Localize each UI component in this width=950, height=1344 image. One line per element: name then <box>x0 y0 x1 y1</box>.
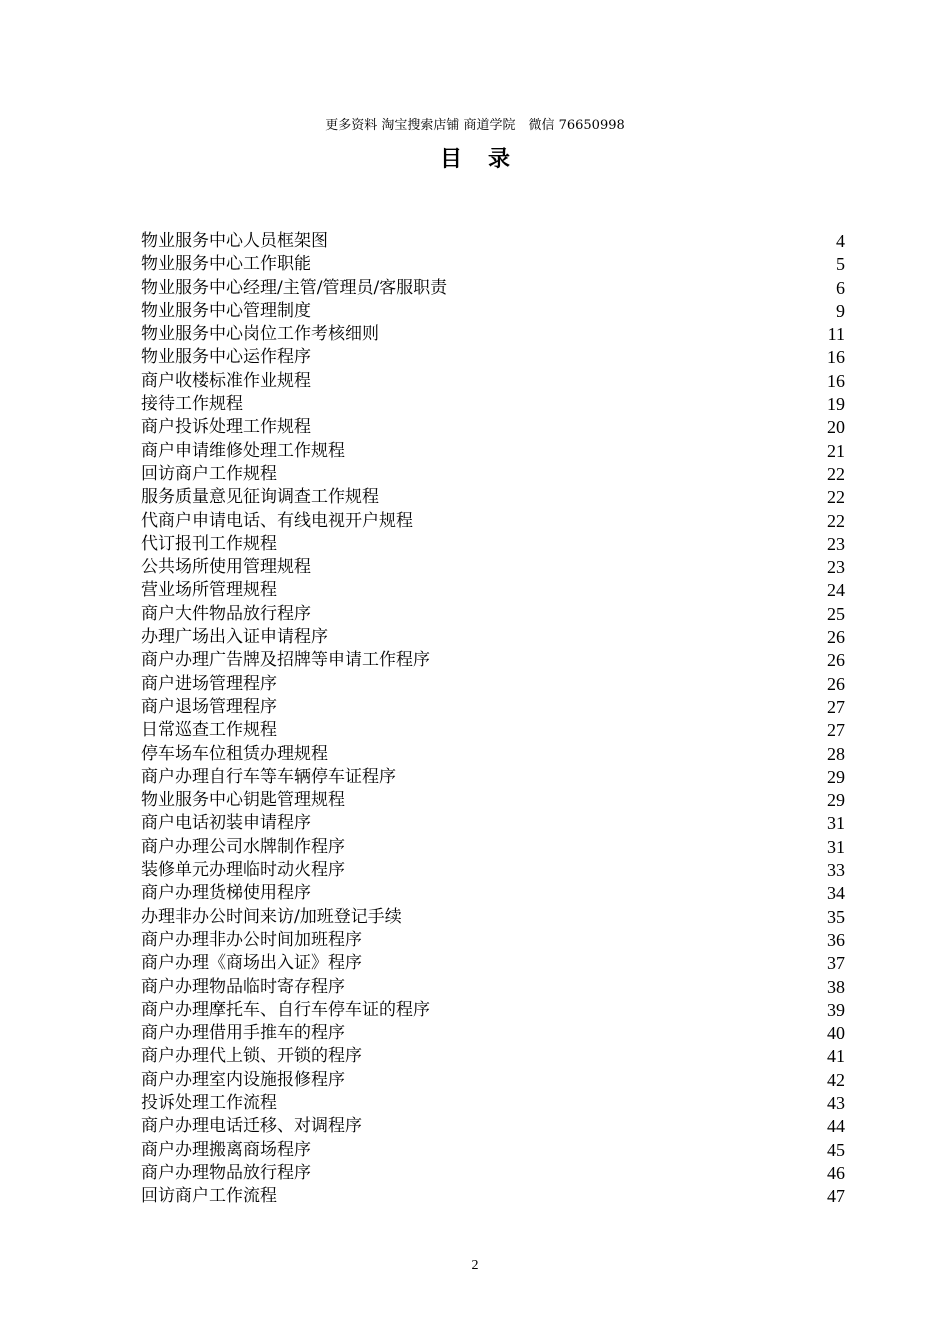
toc-entry[interactable] <box>141 859 845 882</box>
toc-entry-page: 46 <box>827 1162 845 1183</box>
toc-entry[interactable] <box>141 906 845 929</box>
toc-entry[interactable] <box>141 626 845 649</box>
toc-entry[interactable] <box>141 1022 845 1045</box>
toc-entry-title: 商户办理物品放行程序 <box>141 1162 311 1183</box>
toc-entry-title: 商户办理搬离商场程序 <box>141 1139 311 1160</box>
toc-entry-page: 38 <box>827 976 845 997</box>
toc-entry-title: 商户办理代上锁、开锁的程序 <box>141 1046 362 1067</box>
toc-entry-page: 28 <box>827 743 845 764</box>
toc-entry-page: 16 <box>827 370 845 391</box>
toc-entry[interactable] <box>141 533 845 556</box>
toc-entry-page: 41 <box>827 1046 845 1067</box>
toc-entry-title: 代订报刊工作规程 <box>141 533 277 554</box>
toc-entry-page: 20 <box>827 417 845 438</box>
toc-entry-title: 商户办理广告牌及招牌等申请工作程序 <box>141 650 430 671</box>
toc-entry[interactable] <box>141 719 845 742</box>
toc-entry[interactable] <box>141 696 845 719</box>
toc-entry[interactable] <box>141 370 845 393</box>
toc-entry-page: 22 <box>827 510 845 531</box>
toc-entry-title: 商户办理摩托车、自行车停车证的程序 <box>141 999 430 1020</box>
toc-entry-page: 31 <box>827 813 845 834</box>
toc-entry-title: 办理广场出入证申请程序 <box>141 627 328 648</box>
toc-entry-title: 回访商户工作流程 <box>141 1186 277 1207</box>
toc-entry-page: 39 <box>827 999 845 1020</box>
toc-entry-page: 31 <box>827 836 845 857</box>
toc-entry-page: 22 <box>827 463 845 484</box>
toc-entry-page: 4 <box>836 231 845 251</box>
toc-entry-page: 11 <box>827 324 845 345</box>
toc-entry-title: 装修单元办理临时动火程序 <box>141 860 345 881</box>
toc-entry-title: 商户电话初装申请程序 <box>141 813 311 834</box>
toc-entry-title: 公共场所使用管理规程 <box>141 557 311 578</box>
toc-entry-title: 商户办理公司水牌制作程序 <box>141 836 345 857</box>
toc-entry[interactable] <box>141 1092 845 1115</box>
toc-entry-title: 商户办理物品临时寄存程序 <box>141 976 345 997</box>
toc-entry-page: 26 <box>827 650 845 671</box>
toc-entry-title: 商户办理借用手推车的程序 <box>141 1023 345 1044</box>
toc-entry-page: 5 <box>836 254 845 275</box>
toc-entry[interactable] <box>141 952 845 975</box>
toc-entry-title: 物业服务中心工作职能 <box>141 254 311 275</box>
toc-entry[interactable] <box>141 1045 845 1068</box>
toc-entry-page: 40 <box>827 1023 845 1044</box>
toc-entry-title: 物业服务中心钥匙管理规程 <box>141 790 345 811</box>
toc-entry[interactable] <box>141 556 845 579</box>
toc-entry[interactable] <box>141 929 845 952</box>
toc-entry-page: 29 <box>827 790 845 811</box>
toc-entry-title: 商户投诉处理工作规程 <box>141 417 311 438</box>
toc-entry-title: 物业服务中心经理/主管/管理员/客服职责 <box>141 277 448 298</box>
toc-entry[interactable] <box>141 486 845 509</box>
toc-entry-title: 物业服务中心管理制度 <box>141 300 311 321</box>
toc-entry[interactable] <box>141 603 845 626</box>
toc-entry-title: 物业服务中心运作程序 <box>141 347 311 368</box>
toc-entry-title: 商户办理非办公时间加班程序 <box>141 929 362 950</box>
toc-entry[interactable] <box>141 812 845 835</box>
toc-entry-title: 办理非办公时间来访/加班登记手续 <box>141 906 402 927</box>
toc-entry[interactable] <box>141 649 845 672</box>
toc-entry[interactable] <box>141 789 845 812</box>
toc-entry-title: 商户办理自行车等车辆停车证程序 <box>141 766 396 787</box>
toc-entry-page: 47 <box>827 1186 845 1207</box>
toc-entry-title: 营业场所管理规程 <box>141 580 277 601</box>
toc-entry-title: 商户办理货梯使用程序 <box>141 883 311 904</box>
toc-entry[interactable] <box>141 253 845 276</box>
toc-entry-title: 投诉处理工作流程 <box>141 1092 277 1113</box>
toc-entry-page: 37 <box>827 953 845 974</box>
toc-entry[interactable] <box>141 1185 845 1208</box>
toc-entry[interactable] <box>141 1162 845 1185</box>
toc-entry-title: 物业服务中心岗位工作考核细则 <box>141 324 379 345</box>
toc-entry[interactable] <box>141 882 845 905</box>
toc-entry-title: 物业服务中心人员框架图 <box>141 231 328 251</box>
toc-entry-title: 回访商户工作规程 <box>141 463 277 484</box>
toc-entry[interactable] <box>141 1139 845 1162</box>
toc-entry[interactable] <box>141 393 845 416</box>
toc-entry-page: 27 <box>827 720 845 741</box>
toc-entry-page: 42 <box>827 1069 845 1090</box>
toc-entry-title: 停车场车位租赁办理规程 <box>141 743 328 764</box>
page-number: 2 <box>471 1258 479 1273</box>
toc-entry-page: 24 <box>827 580 845 601</box>
toc-entry[interactable] <box>141 579 845 602</box>
toc-entry-title: 商户退场管理程序 <box>141 696 277 717</box>
toc-entry-page: 22 <box>827 487 845 508</box>
page-header: 更多资料 淘宝搜索店铺 商道学院 微信 76650998 <box>325 118 625 133</box>
toc-entry[interactable] <box>141 277 845 300</box>
toc-entry-page: 29 <box>827 766 845 787</box>
toc-entry-page: 21 <box>827 440 845 461</box>
toc-entry-title: 商户大件物品放行程序 <box>141 603 311 624</box>
toc-entry[interactable] <box>141 510 845 533</box>
toc-entry[interactable] <box>141 440 845 463</box>
toc-entry-page: 25 <box>827 603 845 624</box>
page-title: 目录 <box>439 147 536 172</box>
toc-entry-page: 27 <box>827 696 845 717</box>
toc-entry[interactable] <box>141 346 845 369</box>
toc-entry[interactable] <box>141 836 845 859</box>
toc-entry-title: 商户办理室内设施报修程序 <box>141 1069 345 1090</box>
toc-entry-page: 34 <box>827 883 845 904</box>
toc-entry[interactable] <box>141 1115 845 1138</box>
toc-entry-title: 商户办理《商场出入证》程序 <box>141 953 362 974</box>
toc-entry[interactable] <box>141 463 845 486</box>
toc-entry[interactable] <box>141 323 845 346</box>
toc-entry-page: 16 <box>827 347 845 368</box>
toc-entry-title: 商户申请维修处理工作规程 <box>141 440 345 461</box>
toc-entry-page: 43 <box>827 1092 845 1113</box>
toc-entry-page: 35 <box>827 906 845 927</box>
toc-entry-page: 44 <box>827 1116 845 1137</box>
toc-entry[interactable] <box>141 743 845 766</box>
toc-entry[interactable] <box>141 230 845 253</box>
toc-entry-title: 商户办理电话迁移、对调程序 <box>141 1116 362 1137</box>
toc-entry-page: 45 <box>827 1139 845 1160</box>
table-of-contents <box>141 230 845 1208</box>
toc-entry[interactable] <box>141 766 845 789</box>
toc-entry-page: 9 <box>836 300 845 321</box>
toc-entry-page: 33 <box>827 860 845 881</box>
toc-entry-page: 19 <box>827 394 845 415</box>
toc-entry-page: 6 <box>836 277 845 298</box>
toc-entry-title: 日常巡查工作规程 <box>141 720 277 741</box>
toc-entry-page: 26 <box>827 627 845 648</box>
toc-entry-title: 商户收楼标准作业规程 <box>141 370 311 391</box>
toc-entry-page: 26 <box>827 673 845 694</box>
toc-entry[interactable] <box>141 999 845 1022</box>
toc-entry[interactable] <box>141 416 845 439</box>
toc-entry[interactable] <box>141 1069 845 1092</box>
toc-entry-title: 代商户申请电话、有线电视开户规程 <box>141 510 413 531</box>
toc-entry[interactable] <box>141 976 845 999</box>
toc-entry-title: 商户进场管理程序 <box>141 673 277 694</box>
toc-entry-page: 23 <box>827 533 845 554</box>
toc-entry[interactable] <box>141 300 845 323</box>
toc-entry-title: 服务质量意见征询调查工作规程 <box>141 487 379 508</box>
toc-entry-page: 23 <box>827 557 845 578</box>
toc-entry[interactable] <box>141 673 845 696</box>
toc-entry-page: 36 <box>827 929 845 950</box>
toc-entry-title: 接待工作规程 <box>141 394 243 415</box>
